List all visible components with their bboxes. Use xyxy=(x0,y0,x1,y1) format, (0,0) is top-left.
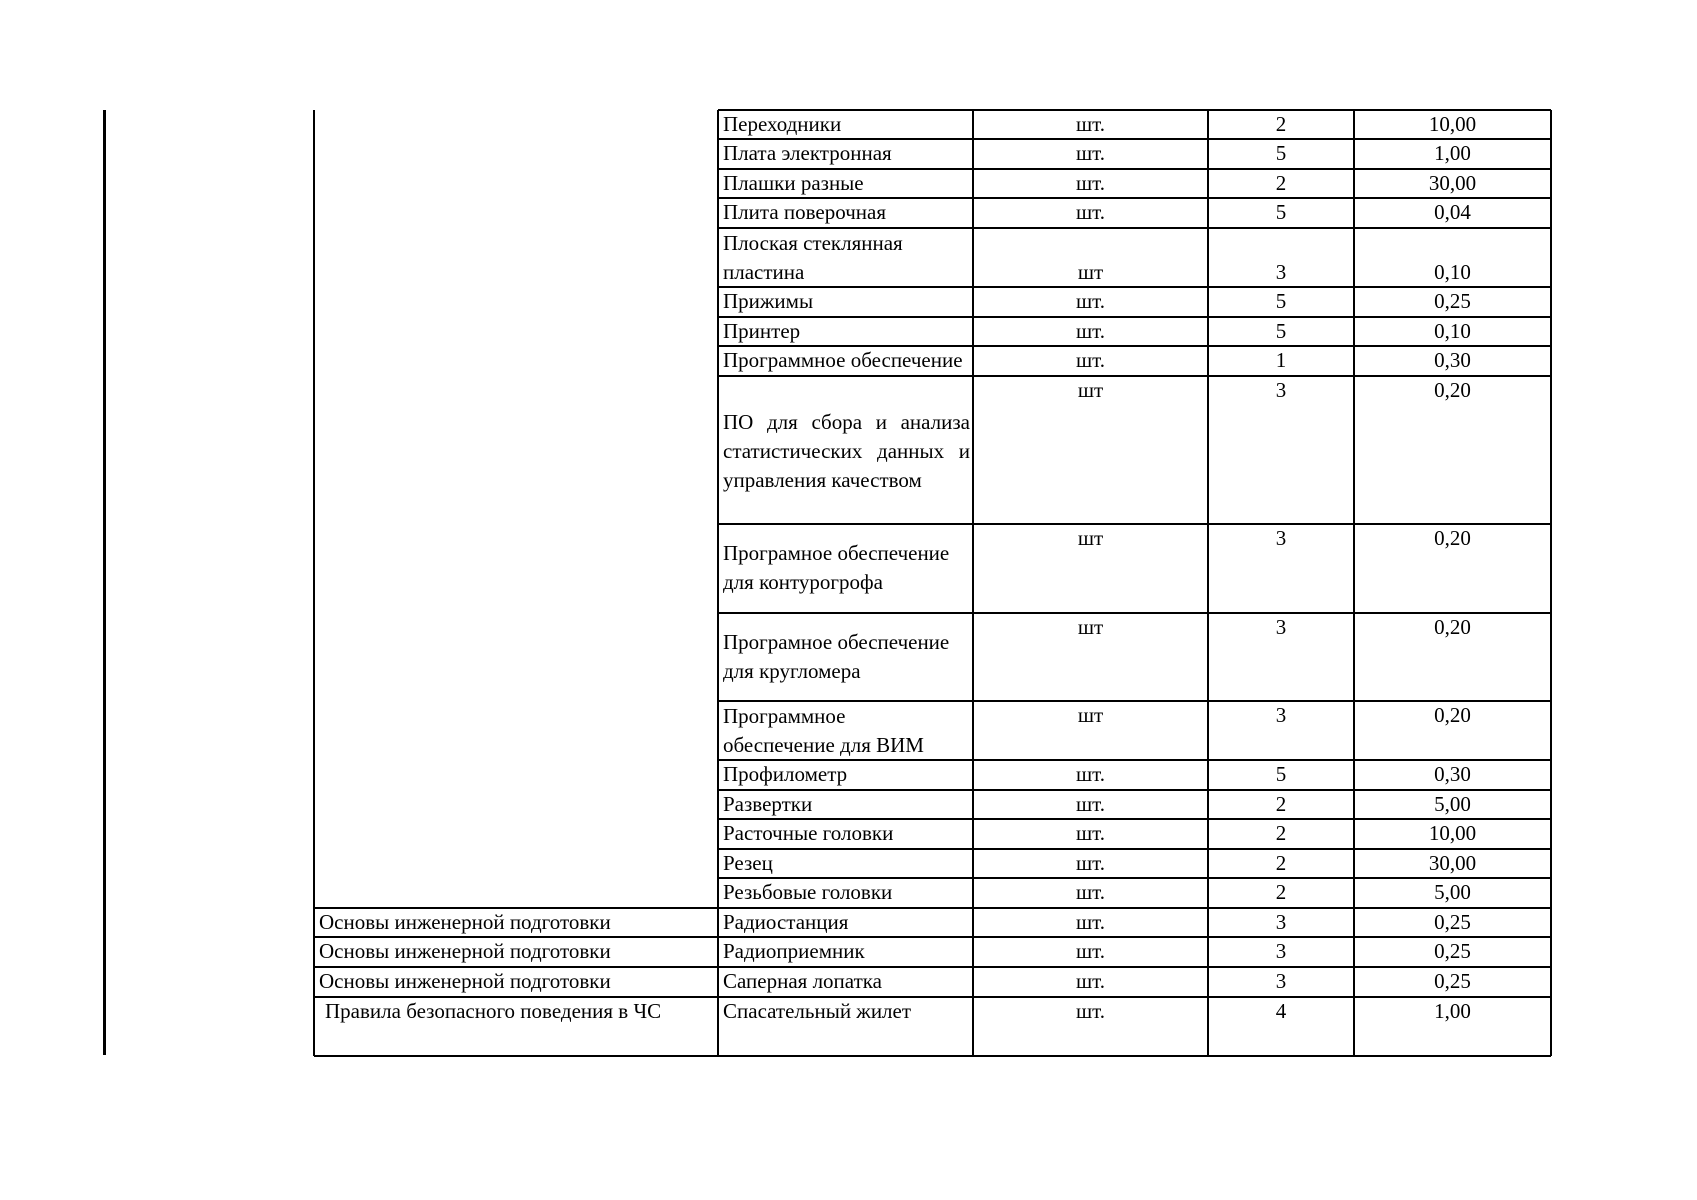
table-row-item: Спасательный жилет xyxy=(723,999,912,1023)
table-row-qty: 1 xyxy=(1275,348,1287,372)
table-row-rate: 0,20 xyxy=(1434,526,1471,550)
table-row-qty: 2 xyxy=(1275,821,1287,845)
table-row-unit: шт. xyxy=(1075,171,1106,195)
table-row-unit: шт. xyxy=(1075,939,1106,963)
table-row-unit: шт. xyxy=(1075,969,1106,993)
table-row-unit: шт xyxy=(1077,703,1104,727)
table-row-unit: шт. xyxy=(1075,319,1106,343)
table-row-item: Принтер xyxy=(723,319,801,343)
table-row-qty: 3 xyxy=(1275,939,1287,963)
table-row-unit: шт. xyxy=(1075,821,1106,845)
table-row-rate: 0,25 xyxy=(1434,969,1471,993)
table-row-item: Програмное обеспечение для контурогрофа xyxy=(723,541,950,594)
table-row-unit: шт. xyxy=(1075,910,1106,934)
table-row-item: Саперная лопатка xyxy=(723,969,882,993)
table-row-rate: 1,00 xyxy=(1434,999,1471,1023)
table-row-rate: 0,20 xyxy=(1434,615,1471,639)
table-row-item: Переходники xyxy=(723,112,842,136)
table-row-rate: 1,00 xyxy=(1434,141,1471,165)
table-row-qty: 2 xyxy=(1275,880,1287,904)
table-row-item: Профилометр xyxy=(723,762,848,786)
table-row-section: Правила безопасного поведения в ЧС xyxy=(325,999,662,1023)
table-row-item: Прижимы xyxy=(723,289,814,313)
table-row-unit: шт. xyxy=(1075,851,1106,875)
table-row-item: Резец xyxy=(723,851,773,875)
table-row-rate: 30,00 xyxy=(1428,851,1477,875)
table-row-unit: шт. xyxy=(1075,762,1106,786)
table-row-rate: 0,25 xyxy=(1434,910,1471,934)
table-row-qty: 5 xyxy=(1275,200,1287,224)
table-row-unit: шт. xyxy=(1075,289,1106,313)
table-row-qty: 3 xyxy=(1275,910,1287,934)
table-row-unit: шт xyxy=(1077,378,1104,402)
table-row-qty: 3 xyxy=(1275,378,1287,402)
table-row-qty: 3 xyxy=(1275,260,1287,284)
table-row-rate: 0,25 xyxy=(1434,939,1471,963)
table-row-unit: шт. xyxy=(1075,999,1106,1023)
table-row-item: Программное обеспечение для ВИМ xyxy=(723,704,924,757)
table-row-unit: шт. xyxy=(1075,880,1106,904)
table-row-section: Основы инженерной подготовки xyxy=(319,939,611,963)
table-row-item: Программное обеспечение xyxy=(723,348,963,372)
table-row-rate: 0,25 xyxy=(1434,289,1471,313)
table-row-qty: 3 xyxy=(1275,526,1287,550)
table-row-qty: 4 xyxy=(1275,999,1287,1023)
table-row-rate: 0,10 xyxy=(1434,319,1471,343)
table-row-item: Резьбовые головки xyxy=(723,880,893,904)
table-row-rate: 5,00 xyxy=(1434,792,1471,816)
table-row-item: ПО для сбора и анализа статистических данных и управления качеством xyxy=(723,410,970,492)
table-row-unit: шт. xyxy=(1075,112,1106,136)
table-row-item: Плата электронная xyxy=(723,141,892,165)
table-row-item: Радиостанция xyxy=(723,910,849,934)
table-row-qty: 3 xyxy=(1275,703,1287,727)
table-row-rate: 0,30 xyxy=(1434,762,1471,786)
table-row-unit: шт xyxy=(1077,526,1104,550)
table-row-item: Плоская стеклянная пластина xyxy=(723,231,903,284)
table-row-item: Програмное обеспечение для кругломера xyxy=(723,630,950,683)
table-row-item: Плашки разные xyxy=(723,171,864,195)
table-row-unit: шт xyxy=(1077,615,1104,639)
table-row-unit: шт xyxy=(1077,260,1104,284)
table-row-qty: 2 xyxy=(1275,112,1287,136)
table-row-unit: шт. xyxy=(1075,792,1106,816)
table-row-rate: 0,04 xyxy=(1434,200,1471,224)
table-row-qty: 2 xyxy=(1275,851,1287,875)
table-row-item: Развертки xyxy=(723,792,813,816)
table-row-rate: 0,20 xyxy=(1434,378,1471,402)
table-row-qty: 5 xyxy=(1275,141,1287,165)
table-row-item: Расточные головки xyxy=(723,821,894,845)
table-row-item: Радиоприемник xyxy=(723,939,865,963)
table-row-qty: 5 xyxy=(1275,319,1287,343)
table-row-rate: 10,00 xyxy=(1428,112,1477,136)
table-row-rate: 0,10 xyxy=(1434,260,1471,284)
table-row-section: Основы инженерной подготовки xyxy=(319,969,611,993)
table-row-rate: 30,00 xyxy=(1428,171,1477,195)
table-row-rate: 0,30 xyxy=(1434,348,1471,372)
table-row-qty: 3 xyxy=(1275,969,1287,993)
table-row-rate: 0,20 xyxy=(1434,703,1471,727)
table-row-qty: 5 xyxy=(1275,762,1287,786)
table-row-qty: 2 xyxy=(1275,171,1287,195)
table-row-item: Плита поверочная xyxy=(723,200,886,224)
table-row-qty: 5 xyxy=(1275,289,1287,313)
table-row-unit: шт. xyxy=(1075,141,1106,165)
table-row-unit: шт. xyxy=(1075,348,1106,372)
table-row-section: Основы инженерной подготовки xyxy=(319,910,611,934)
table-row-unit: шт. xyxy=(1075,200,1106,224)
table-row-rate: 10,00 xyxy=(1428,821,1477,845)
table-row-qty: 2 xyxy=(1275,792,1287,816)
table-row-qty: 3 xyxy=(1275,615,1287,639)
table-row-rate: 5,00 xyxy=(1434,880,1471,904)
